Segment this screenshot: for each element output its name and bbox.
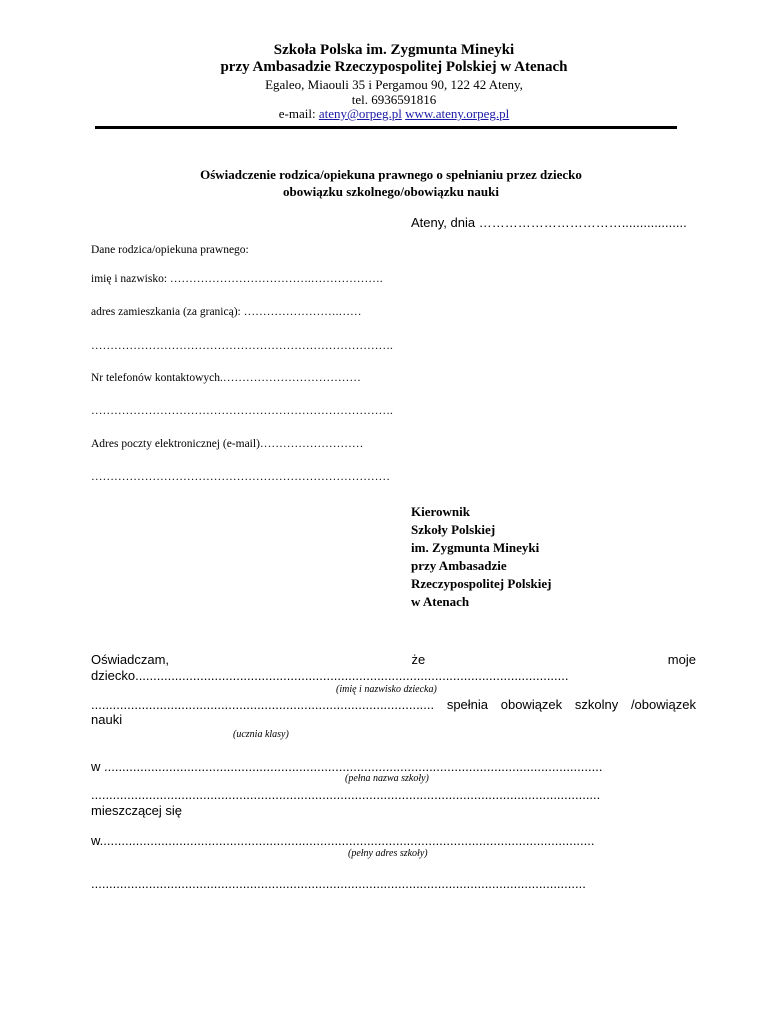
- recipient-line4: przy Ambasadzie: [411, 558, 507, 573]
- recipient-line2: Szkoły Polskiej: [411, 522, 496, 537]
- school-name-cont-field[interactable]: .............................................................................................................................................: [91, 787, 601, 802]
- parent-phone-field[interactable]: Nr telefonów kontaktowych.………………………………: [91, 372, 361, 384]
- embassy-line: przy Ambasadzie Rzeczypospolitej Polskiej w Atenach: [220, 59, 568, 75]
- parent-phone-cont-field[interactable]: …………………………………………………………………….: [91, 405, 393, 417]
- document-title-line2: obowiązku szkolnego/obowiązku nauki: [282, 184, 499, 199]
- school-phone: tel. 6936591816: [351, 92, 437, 107]
- child-name-caption: (imię i nazwisko dziecka): [336, 684, 437, 695]
- school-name-caption: (pełna nazwa szkoły): [345, 773, 429, 784]
- header-divider: [95, 126, 677, 129]
- recipient-line6: w Atenach: [411, 594, 470, 609]
- class-word-3: szkolny: [574, 697, 619, 712]
- date-line[interactable]: Ateny, dnia ……………………………..................: [411, 215, 687, 230]
- recipient-line3: im. Zygmunta Mineyki: [411, 540, 540, 555]
- class-word-4: /obowiązek: [630, 697, 696, 712]
- parent-name-field[interactable]: imię i nazwisko: ……………………………….……………….: [91, 273, 383, 285]
- class-word-1: spełnia: [446, 697, 489, 712]
- email-label: e-mail:: [278, 106, 316, 121]
- class-word-2: obowiązek: [500, 697, 563, 712]
- declaration-word-2: że: [411, 652, 426, 667]
- recipient-line5: Rzeczypospolitej Polskiej: [411, 576, 552, 591]
- email-link[interactable]: ateny@orpeg.pl: [318, 106, 402, 121]
- website-link[interactable]: www.ateny.orpeg.pl: [405, 106, 510, 121]
- contact-line: [0, 106, 768, 122]
- class-caption: (ucznia klasy): [233, 729, 289, 740]
- parent-address-field[interactable]: adres zamieszkania (za granicą): …………………….……: [91, 306, 362, 318]
- school-name-field[interactable]: w ..........................................................................................................................................: [91, 759, 603, 774]
- class-field[interactable]: ...............................................................................................: [91, 697, 435, 712]
- declaration-opening: [91, 652, 696, 667]
- school-address-caption: (pełny adres szkoły): [348, 848, 428, 859]
- class-line: [91, 697, 696, 712]
- parent-heading: Dane rodzica/opiekuna prawnego:: [91, 244, 249, 256]
- school-address: Egaleo, Miaouli 35 i Pergamou 90, 122 42 Ateny,: [265, 77, 523, 92]
- recipient-line1: Kierownik: [411, 504, 470, 519]
- parent-email-field[interactable]: Adres poczty elektronicznej (e-mail)………………………: [91, 438, 364, 450]
- school-address-cont-field[interactable]: .........................................................................................................................................: [91, 876, 586, 891]
- parent-address-cont-field[interactable]: …………………………………………………………………….: [91, 340, 393, 352]
- declaration-word-3: moje: [667, 652, 696, 667]
- child-name-field[interactable]: dziecko........................................................................................................................: [91, 668, 569, 683]
- class-line-cont: nauki: [91, 712, 123, 727]
- document-title-line1: Oświadczenie rodzica/opiekuna prawnego o spełnianiu przez dziecko: [200, 167, 582, 182]
- parent-email-cont-field[interactable]: ……………………………………………………………………: [91, 471, 390, 483]
- school-address-field[interactable]: w.........................................................................................................................................: [91, 833, 595, 848]
- located-label: mieszczącej się: [91, 803, 183, 818]
- declaration-word-1: Oświadczam,: [91, 652, 170, 667]
- school-name: Szkoła Polska im. Zygmunta Mineyki: [273, 42, 515, 58]
